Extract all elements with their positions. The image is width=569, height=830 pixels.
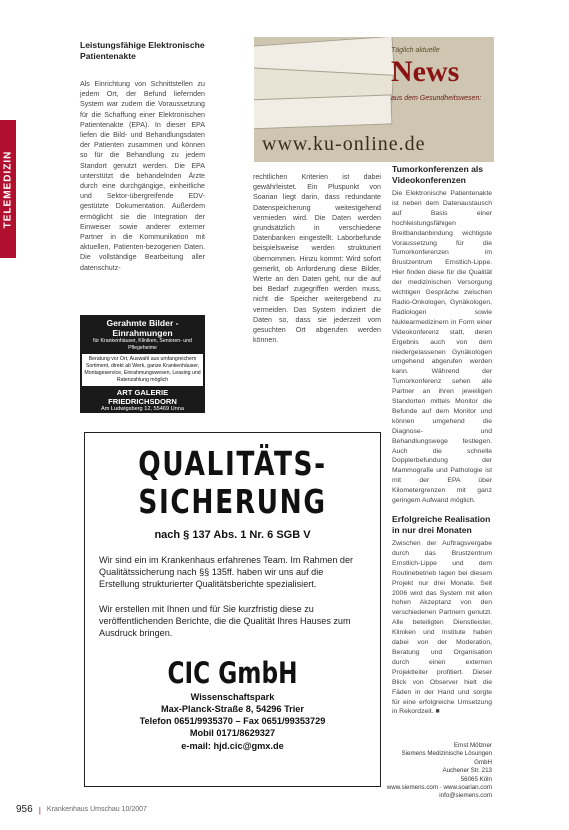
cic-ad-contact-line: Wissenschaftspark bbox=[190, 691, 275, 702]
article-column-1 bbox=[80, 40, 205, 273]
news-title: News bbox=[391, 55, 460, 88]
cic-ad-contact-line: Max-Planck-Straße 8, 54296 Trier bbox=[161, 703, 304, 714]
gallery-ad-title: Gerahmte Bilder - Einrahmungen bbox=[106, 318, 179, 338]
news-tagline: Täglich aktuelle bbox=[391, 47, 440, 54]
article-body: Zwischen der Auftragsvergabe durch das Brustzentrum Ernstlich-Lippe und dem Routinebetrieb lagen bei diesem Projekt nur drei Monate. Seit 2006 wird das System mit allen hohen Akzeptanz von den verschiedenen Partnern genutzt. Alle beteiligten Dienstleister, Kliniken und Institute haben dabei von der Moderation, Beratung und Organisation durch einen externen Projektleiter profitiert. Dieser Blick von Observer hielt die Fäden in der Hand und sorgte für eine erfolgreiche Umsetzung in Rekordzeit. ■ bbox=[392, 540, 492, 716]
author-company: Siemens Medizinische Lösungen GmbH bbox=[401, 750, 492, 766]
publication-name: Krankenhaus Umschau 10/2007 bbox=[46, 806, 147, 813]
cic-ad-contact bbox=[99, 691, 366, 752]
author-email-link[interactable]: info@siemens.com bbox=[439, 792, 492, 800]
cic-advertisement[interactable] bbox=[84, 432, 381, 787]
gallery-ad-description: Beratung vor Ort, Auswahl aus umfangreichem Sortiment, direkt ab Werk, ganze Krankenhäuser, Montageservice, Einrahmungswesen, Leasing und Ratenzahlung möglich bbox=[82, 354, 203, 386]
gallery-ad-company: ART GALERIE FRIEDRICHSDORN bbox=[108, 388, 177, 406]
author-name: Ernst Mölzner bbox=[453, 742, 492, 749]
page-footer bbox=[16, 804, 147, 815]
footer-separator: | bbox=[38, 804, 41, 815]
page-number: 956 bbox=[16, 804, 33, 815]
author-city: 56065 Köln bbox=[460, 775, 492, 783]
news-url-link[interactable]: www.ku-online.de bbox=[262, 133, 426, 155]
cic-ad-paragraph: Wir erstellen mit Ihnen und für Sie kurzfristig diese zu veröffentlichenden Berichte, die die Qualität Ihres Hauses zum Ausdruck bringen. bbox=[99, 604, 351, 638]
gallery-ad-subtitle: für Krankenhäuser, Kliniken, Senioren- und Pflegeheime bbox=[93, 338, 192, 351]
gallery-advertisement[interactable] bbox=[80, 315, 205, 419]
article-heading: Leistungsfähige Elektronische Patientenakte bbox=[80, 40, 205, 61]
cic-ad-contact-line: Telefon 0651/9935370 – Fax 0651/99353729 bbox=[139, 716, 326, 727]
article-body: Die Elektronische Patientenakte ist neben dem Datenaustausch auf Basis einer hochleistungsfähigen Breitbandanbindung wichtigste Voraussetzung für die Tumorkonferenzen im Brustzentrum Ernstlich-Lippe. Hier finden diese für die Qualität der medizinischen Versorgung wichtigen Gespräche zwischen Radio-Onkologen, Gynäkologen, Radiologen sowie Nuklearmedizinern in Form einer Videokonferenz statt, deren Ergebnis auch von dem niedergelassenen Gynäkologen umgehend abgerufen werden kann. Während der Tumorkonferenz sehen alle Partner an ihren jeweiligen Standorten mittels Monitor die Befunde auf dem Monitor und können umgehend die Diagnose- und Behandlungswege festlegen. Auch die schnelle Dopplerbefundung der Mammografie und Pathologie ist mit der EPA über Kilometergrenzen mit ganz geringem Aufwand möglich. bbox=[392, 190, 492, 505]
article-body: Als Einrichtung von Schnittstellen zu jedem Ort, der Befund liefernden System war zudem die Voraussetzung für die Schaffung einer Elektronischen Patientenakte (EPA). In dieser EPA liefen die Bild- und Behandlungsdaten der Patienten zusammen und können so für die Behandlung zu jedem Standort genutzt werden. Die EPA unterstützt die behandelnden Ärzte durch eine durchgängige, einheitliche und Sektor-übergreifende EDV-gestützte Dokumentation. Außerdem ermöglicht sie die Integration der Einweiser sowie anderer externer Partner in die Kommunikation mit aktuellen, Patienten-bezogenen Daten. Die vollständige Bearbeitung aller datenschutz- bbox=[80, 80, 205, 272]
author-info bbox=[384, 742, 492, 801]
news-advertisement[interactable] bbox=[254, 37, 494, 162]
cic-ad-paragraph: Wir sind ein im Krankenhaus erfahrenes Team. Im Rahmen der Qualitätssicherung nach §§ 135ff. haben wir uns auf die Erstellung strukturierter Qualitätsberichte spezialisiert. bbox=[99, 555, 354, 589]
cic-ad-subheadline: nach § 137 Abs. 1 Nr. 6 SGB V bbox=[154, 529, 311, 541]
author-street: Auchener Str. 213 bbox=[442, 767, 492, 775]
cic-ad-company: CIC GmbH bbox=[167, 655, 298, 690]
gallery-ad-address: Am Ludwigsberg 12, 55469 Unna bbox=[100, 406, 185, 412]
article-column-3 bbox=[392, 164, 492, 717]
cic-ad-headline: QUALITÄTS-SICHERUNG bbox=[138, 444, 327, 521]
article-body-continuation: rechtlichen Kriterien ist dabei gewährleistet. Ein Pluspunkt von Soarian liegt darin, dass redundante Datenspeicherung weitestgehend vermieden wird. Die Daten werden grundsätzlich in verschiedene Datenbanken eingestellt. Laborbefunde beispielsweise werden strukturiert übernommen. Hinzu kommt: Wird sofort gemerkt, ob Anforderung diese Bilder, Werte an den Daten geht, nur die auf bei Bedarf zugegriffen werden muss, nicht die Speicher weitergebend zu vermeiden. Das System indiziert die Daten so, dass sie jederzeit vom gesuchten Ort abgerufen werden können. bbox=[253, 173, 381, 345]
cic-ad-contact-line: Mobil 0171/8629327 bbox=[189, 728, 276, 739]
article-subheading: Tumorkonferenzen als Videokonferenzen bbox=[392, 164, 484, 185]
article-subheading: Erfolgreiche Realisation in nur drei Monaten bbox=[392, 514, 491, 535]
newspaper-stack-image bbox=[254, 94, 392, 129]
news-subtitle: aus dem Gesundheitswesen: bbox=[391, 95, 482, 102]
gallery-ad-phone: Tel. 02303/9 01 02 · Fax 02303/9 01 71 bbox=[93, 413, 192, 419]
section-tab-label: TELEMEDIZIN bbox=[2, 150, 14, 228]
article-column-2 bbox=[253, 172, 381, 345]
author-web-link[interactable]: www.siemens.com · www.soarian.com bbox=[386, 784, 492, 792]
cic-ad-email[interactable]: e-mail: hjd.cic@gmx.de bbox=[181, 740, 284, 751]
section-tab bbox=[0, 120, 16, 258]
